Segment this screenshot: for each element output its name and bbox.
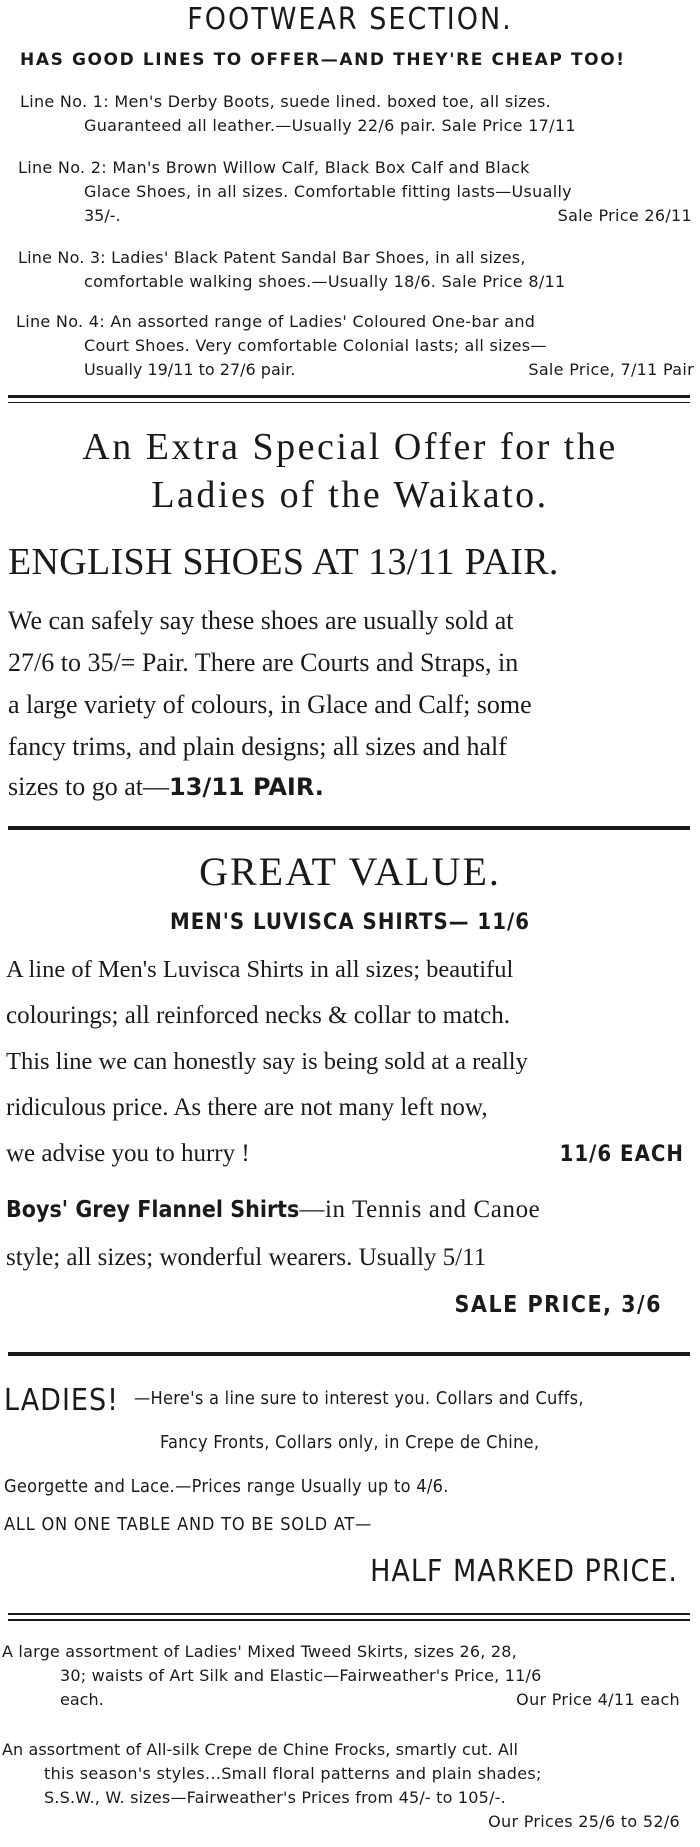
divider-double-rule — [8, 395, 690, 398]
footwear-title: FOOTWEAR SECTION. — [187, 2, 513, 37]
footwear-line2-text: Glace Shoes, in all sizes. Comfortable fitting lasts—Usually — [84, 182, 572, 201]
boys-shirts-heading: Boys' Grey Flannel Shirts — [6, 1197, 300, 1223]
frocks-text-line: S.S.W., W. sizes—Fairweather's Prices from 45/- to 105/-. — [44, 1788, 506, 1807]
footwear-line1-text: Guaranteed all leather.—Usually 22/6 pair. Sale Price 17/11 — [84, 116, 576, 135]
special-offer-price: 13/11 PAIR. — [169, 773, 324, 801]
special-offer-body-line: We can safely say these shoes are usually sold at — [8, 606, 514, 635]
footwear-line1-text: Line No. 1: Men's Derby Boots, suede lined. boxed toe, all sizes. — [20, 92, 552, 111]
ladies-text-line: Georgette and Lace.—Prices range Usually up to 4/6. — [4, 1476, 449, 1497]
ladies-price: HALF MARKED PRICE. — [370, 1554, 678, 1589]
great-value-subtitle: MEN'S LUVISCA SHIRTS— 11/6 — [170, 910, 530, 935]
special-offer-heading: Ladies of the Waikato. — [151, 474, 549, 516]
skirts-text-line: each. — [60, 1690, 104, 1709]
skirts-text-line: 30; waists of Art Silk and Elastic—Fairweather's Price, 11/6 — [60, 1666, 542, 1685]
frocks-text-line: this season's styles...Small floral patterns and plain shades; — [44, 1764, 542, 1783]
footwear-line3-text: comfortable walking shoes.—Usually 18/6. Sale Price 8/11 — [84, 272, 566, 291]
divider-rule — [8, 826, 690, 830]
footwear-line2-price: Sale Price 26/11 — [557, 206, 692, 225]
boys-shirts-text: —in Tennis and Canoe — [299, 1196, 541, 1223]
divider-double-rule — [8, 402, 690, 403]
ladies-text-line: ALL ON ONE TABLE AND TO BE SOLD AT— — [4, 1514, 373, 1535]
footwear-line4-text: Court Shoes. Very comfortable Colonial lasts; all sizes— — [84, 336, 547, 355]
footwear-line4-price: Sale Price, 7/11 Pair — [528, 360, 694, 379]
ladies-heading: LADIES! — [4, 1383, 119, 1418]
special-offer-headline: ENGLISH SHOES AT 13/11 PAIR. — [8, 541, 559, 583]
footwear-line2-text: 35/-. — [84, 206, 121, 225]
great-value-title: GREAT VALUE. — [199, 849, 501, 894]
boys-shirts-line — [6, 1196, 540, 1224]
footwear-line4-text: Line No. 4: An assorted range of Ladies' Coloured One-bar and — [16, 312, 536, 331]
special-offer-heading: An Extra Special Offer for the — [82, 426, 618, 468]
special-offer-body-line: fancy trims, and plain designs; all sizes and half — [8, 732, 507, 761]
frocks-price: Our Prices 25/6 to 52/6 — [488, 1812, 680, 1831]
footwear-subtitle: HAS GOOD LINES TO OFFER—AND THEY'RE CHEAP TOO! — [20, 50, 626, 70]
great-value-price: 11/6 EACH — [559, 1142, 684, 1167]
divider-double-rule — [8, 1613, 690, 1615]
great-value-body-line: colourings; all reinforced necks & collar to match. — [6, 1002, 510, 1029]
ladies-text-line: —Here's a line sure to interest you. Collars and Cuffs, — [134, 1388, 584, 1409]
footwear-line4-text: Usually 19/11 to 27/6 pair. — [84, 360, 296, 379]
ladies-text-line: Fancy Fronts, Collars only, in Crepe de Chine, — [160, 1432, 540, 1453]
footwear-line3-text: Line No. 3: Ladies' Black Patent Sandal Bar Shoes, in all sizes, — [18, 248, 526, 267]
frocks-text-line: An assortment of All-silk Crepe de Chine Frocks, smartly cut. All — [2, 1740, 519, 1759]
special-offer-body-line — [8, 772, 324, 802]
great-value-body-line: A line of Men's Luvisca Shirts in all sizes; beautiful — [6, 956, 514, 983]
divider-double-rule — [8, 1619, 690, 1621]
special-offer-body-line: a large variety of colours, in Glace and Calf; some — [8, 690, 532, 719]
footwear-line2-text: Line No. 2: Man's Brown Willow Calf, Black Box Calf and Black — [18, 158, 530, 177]
divider-rule — [8, 1352, 690, 1356]
special-offer-body-line: 27/6 to 35/= Pair. There are Courts and Straps, in — [8, 648, 519, 677]
special-offer-last-line: sizes to go at— — [8, 772, 170, 801]
skirts-text-line: A large assortment of Ladies' Mixed Tweed Skirts, sizes 26, 28, — [2, 1642, 517, 1661]
great-value-body-line: we advise you to hurry ! — [6, 1140, 250, 1167]
boys-shirts-text: style; all sizes; wonderful wearers. Usually 5/11 — [6, 1244, 487, 1271]
great-value-body-line: This line we can honestly say is being sold at a really — [6, 1048, 528, 1075]
boys-shirts-sale-price: SALE PRICE, 3/6 — [454, 1292, 662, 1318]
great-value-body-line: ridiculous price. As there are not many left now, — [6, 1094, 488, 1121]
skirts-price: Our Price 4/11 each — [516, 1690, 680, 1709]
